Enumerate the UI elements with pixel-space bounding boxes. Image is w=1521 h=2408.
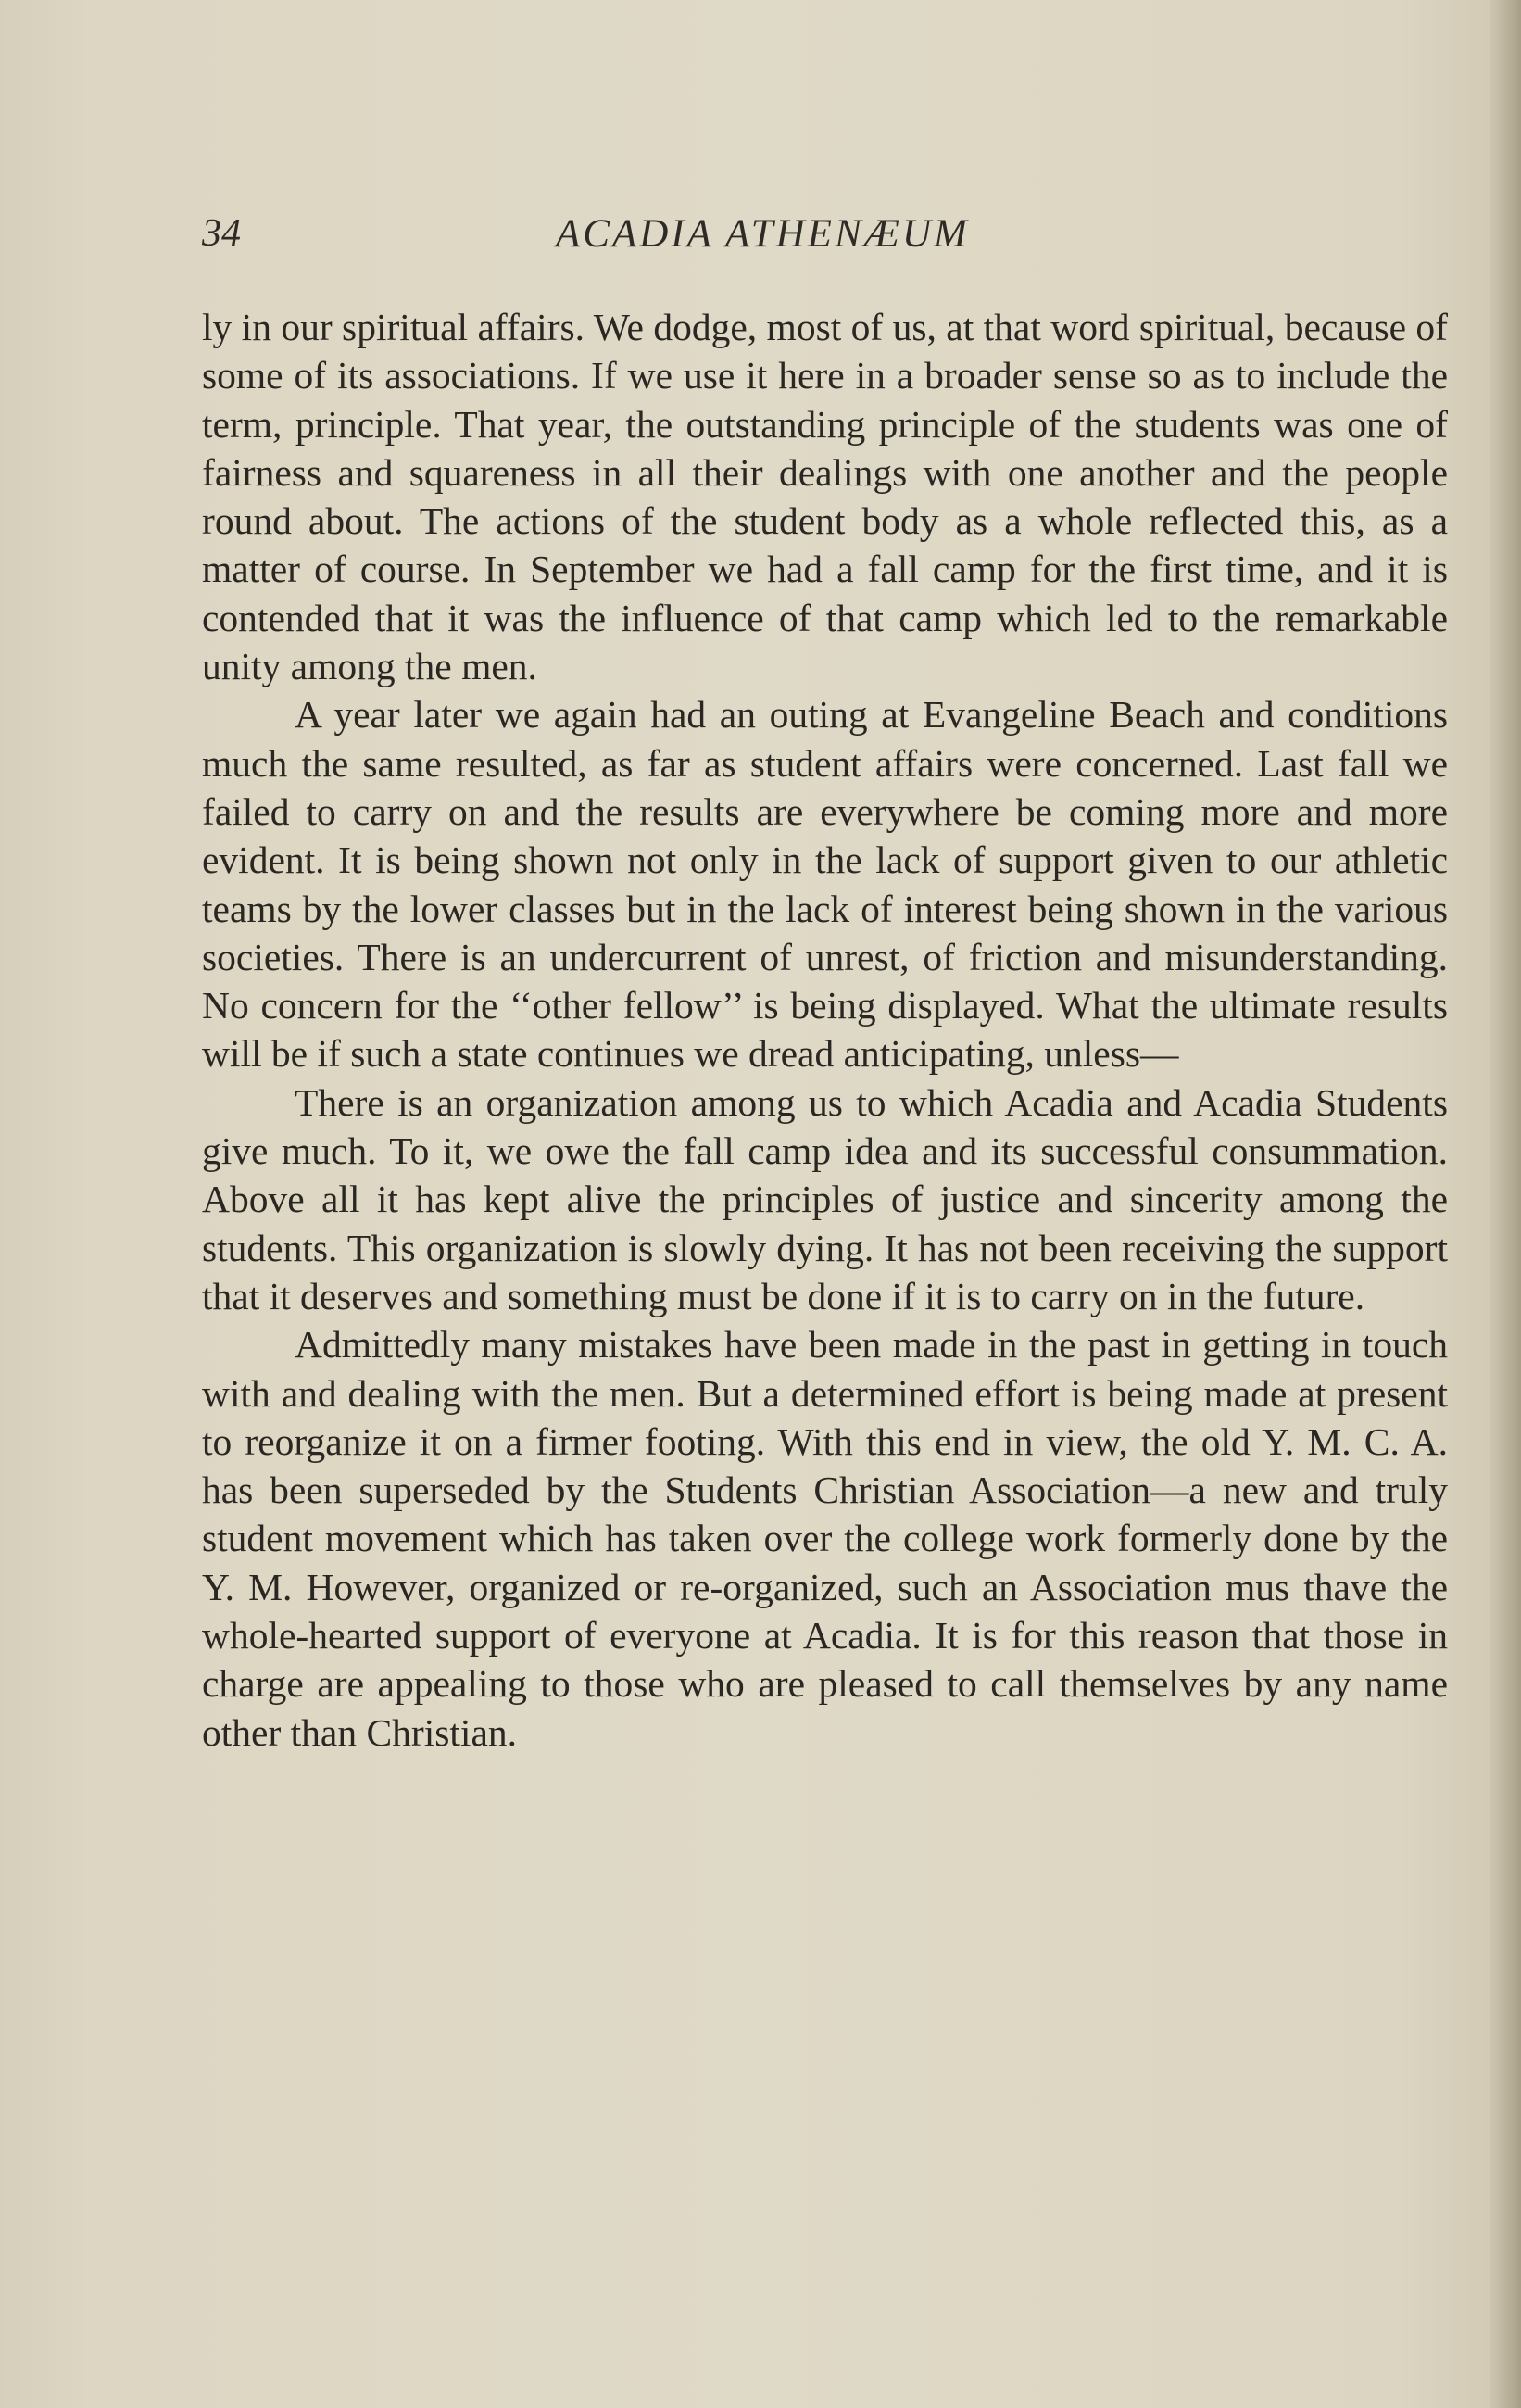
running-header	[202, 211, 1452, 276]
paragraph-1: ly in our spiritual affairs. We dodge, most of us, at that word spiritual, because of some of its associations. If we use it here in a broader sense so as to include the term, principle. That year, the outstanding principle of the students was one of fairness and squareness in all their dealings with one another and the people round about. The actions of the student body as a whole reflected this, as a matter of course. In September we had a fall camp for the first time, and it is contended that it was the influence of that camp which led to the remarkable unity among the men.	[202, 306, 1448, 688]
paragraph-4: Admittedly many mistakes have been made in the past in getting in touch with and dealing with the men. But a determined effort is being made at present to reorganize it on a firmer footing. With this end in view, the old Y. M. C. A. has been superseded by the Students Christian Association—a new and truly student movement which has taken over the college work formerly done by the Y. M. However, organized or re-organized, such an Association mus thave the whole-hearted support of everyone at Acadia. It is for this reason that those in charge are appealing to those who are pleased to call themselves by any name other than Christian.	[202, 1323, 1448, 1754]
paragraph-2: A year later we again had an outing at Evangeline Beach and conditions much the same resulted, as far as student affairs were concerned. Last fall we failed to carry on and the results are everywhere be coming more and more evident. It is being shown not only in the lack of support given to our athletic teams by the lower classes but in the lack of interest being shown in the various societies. There is an undercurrent of unrest, of friction and misunderstanding. No concern for the ‘‘other fellow’’ is being displayed. What the ultimate results will be if such a state continues we dread anticipating, unless—	[202, 693, 1448, 1076]
page-edge	[1490, 0, 1521, 2408]
running-title: ACADIA ATHENÆUM	[556, 212, 970, 256]
article-body	[202, 303, 1448, 1757]
page-number: 34	[202, 212, 241, 255]
paragraph-3: There is an organization among us to which Acadia and Acadia Students give much. To it, we owe the fall camp idea and its successful consummation. Above all it has kept alive the principles of justice and sincerity among the students. This organization is slowly dying. It has not been receiving the support that it deserves and something must be done if it is to carry on in the future.	[202, 1080, 1448, 1317]
